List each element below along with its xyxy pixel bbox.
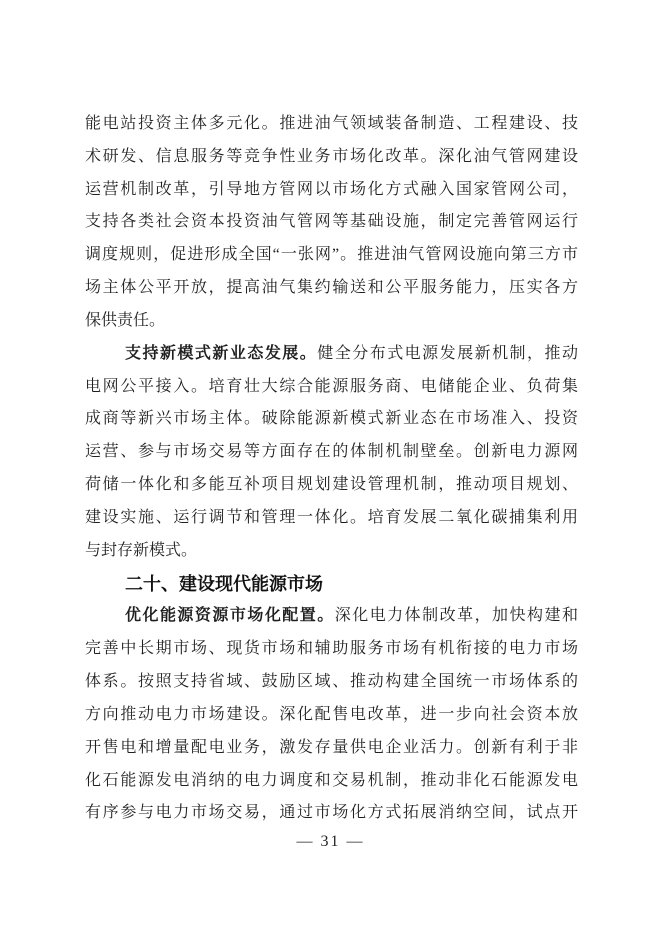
text-line: 化石能源发电消纳的电力调度和交易机制，推动非化石能源发电: [85, 771, 578, 789]
text-line: 开售电和增量配电业务，激发存量供电企业活力。创新有利于非: [85, 738, 578, 756]
paragraph-bold-lead: 支持新模式新业态发展。: [125, 344, 318, 362]
text-block: [85, 108, 578, 830]
text-line: 能电站投资主体多元化。推进油气领域装备制造、工程建设、技: [85, 115, 578, 132]
text-line: 荷储一体化和多能互补项目规划建设管理机制，推动项目规划、: [85, 476, 578, 494]
text-line: 成商等新兴市场主体。破除能源新模式新业态在市场准入、投资: [85, 410, 578, 428]
text-line: 运营、参与市场交易等方面存在的体制机制壁垒。创新电力源网: [85, 443, 578, 461]
text-line: 调度规则，促进形成全国“一张网”。推进油气管网设施向第三方市: [85, 246, 578, 264]
text-line: 完善中长期市场、现货市场和辅助服务市场有机衔接的电力市场: [85, 640, 578, 658]
text-line: 方向推动电力市场建设。深化配售电改革，进一步向社会资本放: [85, 705, 578, 723]
text-line: 运营机制改革，引导地方管网以市场化方式融入国家管网公司，: [85, 180, 578, 198]
text-line: 有序参与电力市场交易，通过市场化方式拓展消纳空间，试点开: [85, 804, 578, 822]
text-line: 场主体公平开放，提高油气集约输送和公平服务能力，压实各方: [85, 279, 578, 297]
text-line: 术研发、信息服务等竞争性业务市场化改革。深化油气管网建设: [85, 147, 578, 165]
text-line: 体系。按照支持省域、鼓励区域、推动构建全国统一市场体系的: [85, 673, 578, 691]
text-line: 优化能源资源市场化配置。深化电力体制改革，加快构建和: [125, 607, 578, 625]
text-line: 与封存新模式。: [85, 541, 198, 559]
text-line: 建设实施、运行调节和管理一体化。培育发展二氧化碳捕集利用: [85, 508, 578, 526]
text-line: 支持新模式新业态发展。健全分布式电源发展新机制，推动: [125, 344, 578, 362]
paragraph-bold-lead: 优化能源资源市场化配置。: [125, 607, 335, 625]
text-line: 电网公平接入。培育壮大综合能源服务商、电储能企业、负荷集: [85, 377, 578, 395]
page-number: — 31 —: [296, 833, 365, 850]
text-line: 支持各类社会资本投资油气管网等基础设施，制定完善管网运行: [85, 213, 578, 231]
text-line: 保供责任。: [85, 311, 166, 329]
section-heading: 二十、建设现代能源市场: [125, 573, 323, 594]
